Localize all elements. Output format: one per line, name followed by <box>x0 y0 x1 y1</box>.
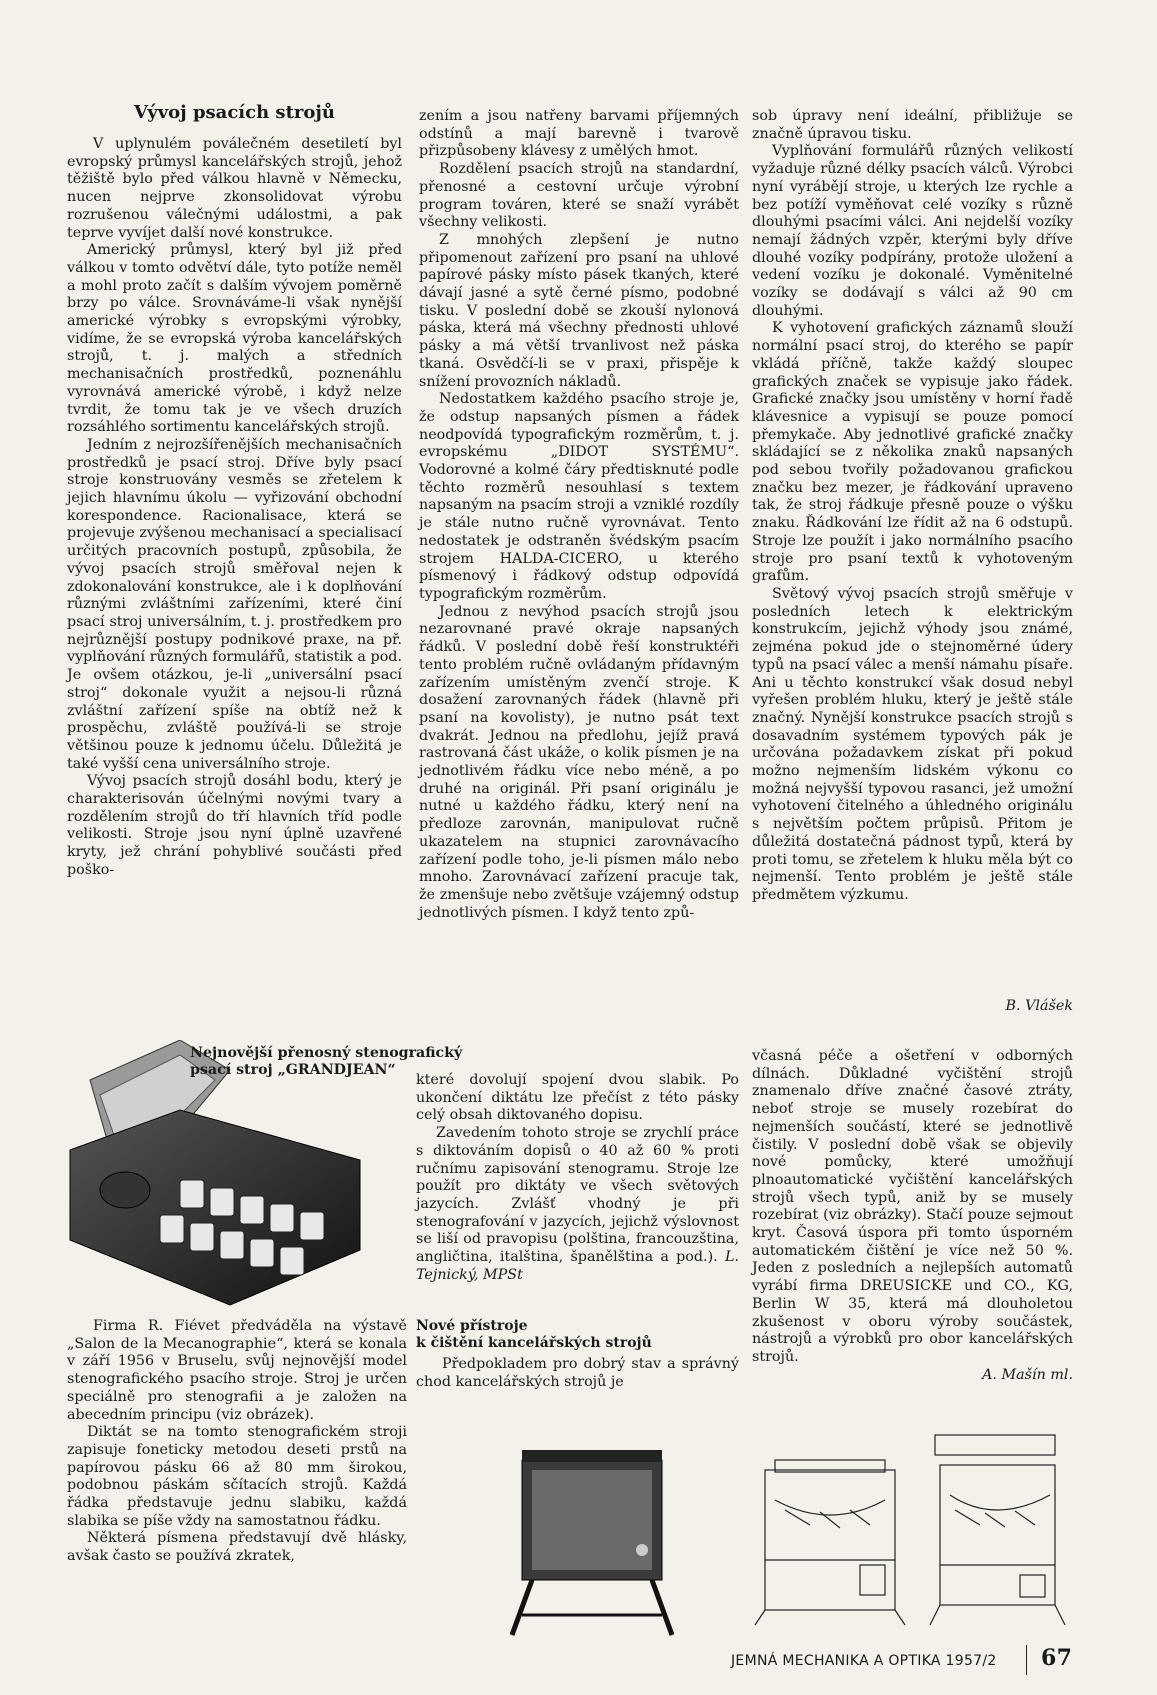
footer-divider <box>1026 1645 1027 1675</box>
heading-line: Nejnovější přenosný stenografický <box>190 1045 463 1061</box>
article3-column-1 <box>416 1356 739 1391</box>
paragraph: které dovolují spojení dvou slabik. Po ukončení diktátu lze přečíst z této pásky celý obsah diktovaného dopisu. <box>416 1072 739 1124</box>
paragraph: V uplynulém poválečném desetiletí byl evropský průmysl kancelářských strojů, jehož těžiště bylo před válkou hlavně v Německu, nucen nejprve zkonsolidovat výrobu rozrušenou válečnými událostmi, a pak teprve vyvíjet další nové konstrukce. <box>67 136 402 241</box>
heading-line: psací stroj „GRANDJEAN“ <box>190 1062 396 1078</box>
stenograph-machine-photo <box>30 1040 410 1310</box>
paragraph: sob úpravy není ideální, přibližuje se značně úpravou tisku. <box>752 108 1073 142</box>
paragraph <box>416 1125 739 1284</box>
cleaning-machine-photo <box>492 1440 692 1640</box>
article3-column-2 <box>752 1048 1073 1384</box>
paragraph: Z mnohých zlepšení je nutno připomenout zařízení pro psaní na uhlové papírové pásky místo pásek tkaných, které dávají jasné a sytě černé písmo, podobné tisku. V poslední době se zkouší nylonová páska, která má všechny přednosti uhlové pásky a má větší trvanlivost než páska tkaná. Osvědčí-li se v praxi, přispěje k snížení provozních nákladů. <box>419 231 739 390</box>
paragraph: Vývoj psacích strojů dosáhl bodu, který je charakterisován účelnými novými tvary a rozdělením strojů do tří hlavních tříd podle velikosti. Stroje jsou nyní úplně uzavřené kryty, jež chrání pohyblivé součásti před poško- <box>67 773 402 878</box>
page-footer <box>731 1645 1081 1675</box>
technical-drawing-side <box>925 1425 1075 1630</box>
paragraph: včasná péče a ošetření v odborných dílnách. Důkladné vyčištění strojů znamenalo dříve značné časové ztráty, neboť stroje se musely rozebírat do nejmenších součástí, které se jednotlivě čistily. V poslední době však se objevily nové pomůcky, které umožňují plnoautomatické vyčištění kancelářských strojů všech typů, aniž by se musely rozebírat (viz obrázky). Stačí pouze sejmout kryt. Časová úspora při tomto úsporném automatickém čištění je více než 50 %. Jeden z posledních a nejlepších automatů vyrábí firma DREUSICKE und CO., KG, Berlin W 35, která má dlouholetou zkušenost v oboru výroby součástek, nástrojů a výrobků pro obor kancelářských strojů. <box>752 1048 1073 1365</box>
paragraph-text: Zavedením tohoto stroje se zrychlí práce s diktováním dopisů o 40 až 60 % proti ručnímu zapisování stenogramu. Stroje lze použít pro diktáty ve všech světových jazycích. Zvlášť vhodný je při stenografování v jazycích, jejichž výslovnost se liší od pravopisu (polština, francouzština, angličtina, italština, španělština a pod.). <box>416 1125 739 1266</box>
section-heading <box>416 1318 739 1352</box>
article-column-1 <box>67 136 402 880</box>
paragraph: Nedostatkem každého psacího stroje je, že odstup napsaných písmen a řádek neodpovídá typografickým rozměrům, t. j. evropskému „DIDOT SYSTÉMU“. Vodorovné a kolmé čáry předtisknuté podle těchto rozměrů nesouhlasí s textem napsaným na psacím stroji a vzniklé rozdíly je stále nutno ručně vyrovnávat. Tento nedostatek je odstraněn švédským psacím strojem HALDA-CICERO, u kterého písmenový i řádkový odstup odpovídá typografickým rozměrům. <box>419 391 739 602</box>
paragraph: K vyhotovení grafických záznamů slouží normální psací stroj, do kterého se papír vkládá příčně, takže každý sloupec grafických značek se vypisuje jako řádek. Grafické značky jsou umístěny v horní řadě klávesnice a vypisují se pouze pomocí přemykače. Aby jednotlivé grafické značky skládající se z několika znaků napsaných pod sebou tvořily požadovanou grafickou značku bez mezer, je řádkování upraveno tak, že stroj řádkuje přesně pouze o výšku znaku. Řádkování lze řídit až na 6 odstupů. Stroje lze použít i jako normálního psacího stroje pro psaní textů k vyhotoveným grafům. <box>752 320 1073 585</box>
heading-line: Nové přístroje <box>416 1318 528 1334</box>
paragraph: Vyplňování formulářů různých velikostí vyžaduje různé délky psacích válců. Výrobci nyní vyrábějí stroje, u kterých lze rychle a bez potíží vyměňovat celé vozíky s různě dlouhými psacími válci. Ani nejdelší vozíky nemají žádných vzpěr, kterými byly dříve dlouhé vozíky podpírány, protože uložení a vedení vozíku je dokonalé. Vyměnitelné vozíky se dodávají s válci až 90 cm dlouhými. <box>752 143 1073 319</box>
paragraph: Předpokladem pro dobrý stav a správný chod kancelářských strojů je <box>416 1356 739 1390</box>
technical-drawing-front <box>750 1440 910 1630</box>
page-number: 67 <box>1041 1645 1073 1671</box>
paragraph: Firma R. Fiévet předváděla na výstavě „Salon de la Mecanographie“, která se konala v září 1956 v Bruselu, svůj nejnovější model stenografického psacího stroje. Stroj je určen speciálně pro stenografii a je založen na abecedním principu (viz obrázek). <box>67 1318 407 1423</box>
paragraph: Diktát se na tomto stenografickém stroji zapisuje foneticky metodou deseti prstů na papírovou pásku 66 až 80 mm širokou, podobnou páskám sčítacích strojů. Každá řádka představuje jednu slabiku, každá slabika se píše vždy na samostatnou řádku. <box>67 1424 407 1529</box>
article2-column-2 <box>416 1072 739 1284</box>
paragraph: Rozdělení psacích strojů na standardní, přenosné a cestovní určuje výrobní program továren, které se snaží vyrábět všechny velikosti. <box>419 161 739 231</box>
author-signature: A. Mašín ml. <box>982 1366 1073 1383</box>
journal-name: JEMNÁ MECHANIKA A OPTIKA 1957/2 <box>731 1653 997 1669</box>
article-title: Vývoj psacích strojů <box>134 102 335 123</box>
paragraph: Jedním z nejrozšířenějších mechanisačních prostředků je psací stroj. Dříve byly psací stroje konstruovány vesměs se zřetelem k jejich hlavnímu úkolu — vyřizování obchodní korespondence. Racionalisace, která se projevuje zvýšenou mechanisací a specialisací určitých pracovních postupů, způsobila, že vývoj psacích strojů směřoval nejen k zdokonalování konstrukce, ale i k doplňování různými zvláštními zařízeními, které činí psací stroj universálním, t. j. prostředkem pro nejrůznější postupy podnikové praxe, na př. vyplňování různých formulářů, statistik a pod. Je ovšem otázkou, je-li „universální psací stroj“ dokonale využit a nejsou-li různá zvláštní zařízení spíše na obtíž než k prospěchu, zvláště používá-li se stroje většinou pouze k jednomu účelu. Důležitá je také vyšší cena universálního stroje. <box>67 436 402 772</box>
paragraph: Jednou z nevýhod psacích strojů jsou nezarovnané pravé okraje napsaných řádků. V poslední době řeší konstruktéři tento problém ručně ovládaným přídavným zařízením umístěným zvenčí stroje. K dosažení zarovnaných řádek (hlavně při psaní na kovolisty), je nutno psát text dvakrát. Jednou na předlohu, jejíž pravá rastrovaná část ukáže, o kolik písmen je na jednotlivém řádku více nebo méně, a po druhé na originál. Při psaní originálu je nutné u každého řádku, který není na předloze zarovnán, manipulovat ručně ukazatelem na stupnici zarovnávacího zařízení podle toho, je-li písmen málo nebo mnoho. Zarovnávací zařízení pracuje tak, že zmenšuje nebo zvětšuje vzájemný odstup jednotlivých písmen. I když tento způ- <box>419 603 739 921</box>
paragraph: Světový vývoj psacích strojů směřuje v posledních letech k elektrickým konstrukcím, jejichž výhody jsou známé, zejména pokud jde o stejnoměrné údery typů na psací válec a menší námahu písaře. Ani u těchto konstrukcí však dosud nebyl vyřešen problém hluku, který je ještě stále značný. Nynější konstrukce psacích strojů s dosavadním systémem typových pák je určována požadavkem získat při pokud možno nejmenším lidském výkonu co možná nejvyšší typovou rasanci, jež umožní vyhotovení čitelného a úhledného originálu s největším počtem průpisů. Přitom je důležitá dostatečná pádnost typů, která by proti tomu, se zřetelem k hluku měla být co nejmenší. Tento problém je ještě stále předmětem výzkumu. <box>752 585 1073 903</box>
author-signature: B. Vlášek <box>1005 998 1073 1014</box>
paragraph: Některá písmena představují dvě hlásky, avšak často se používá zkratek, <box>67 1530 407 1565</box>
paragraph: Americký průmysl, který byl již před válkou v tomto odvětví dále, tyto potíže neměl a mohl proto začít s dalším vývojem poměrně brzy po válce. Srovnáváme-li však nynější americké výrobky s evropskými výrobky, vidíme, že se evropská výroba kancelářských strojů, t. j. malých a středních mechanisačních prostředků, poznenáhlu vyrovnává americké výrobě, i když nelze tvrdit, že tomu tak je ve všech druzích rozsáhlého sortimentu kancelářských strojů. <box>67 242 402 436</box>
article-column-3 <box>752 108 1073 905</box>
article2-column-1 <box>67 1318 407 1566</box>
article-column-2 <box>419 108 739 922</box>
heading-line: k čištění kancelářských strojů <box>416 1335 652 1351</box>
author-signature: L. Tejnický, MPSt <box>416 1249 739 1283</box>
paragraph: zením a jsou natřeny barvami příjemných odstínů a mají barevně i tvarově přizpůsobeny klávesy z umělých hmot. <box>419 108 739 160</box>
